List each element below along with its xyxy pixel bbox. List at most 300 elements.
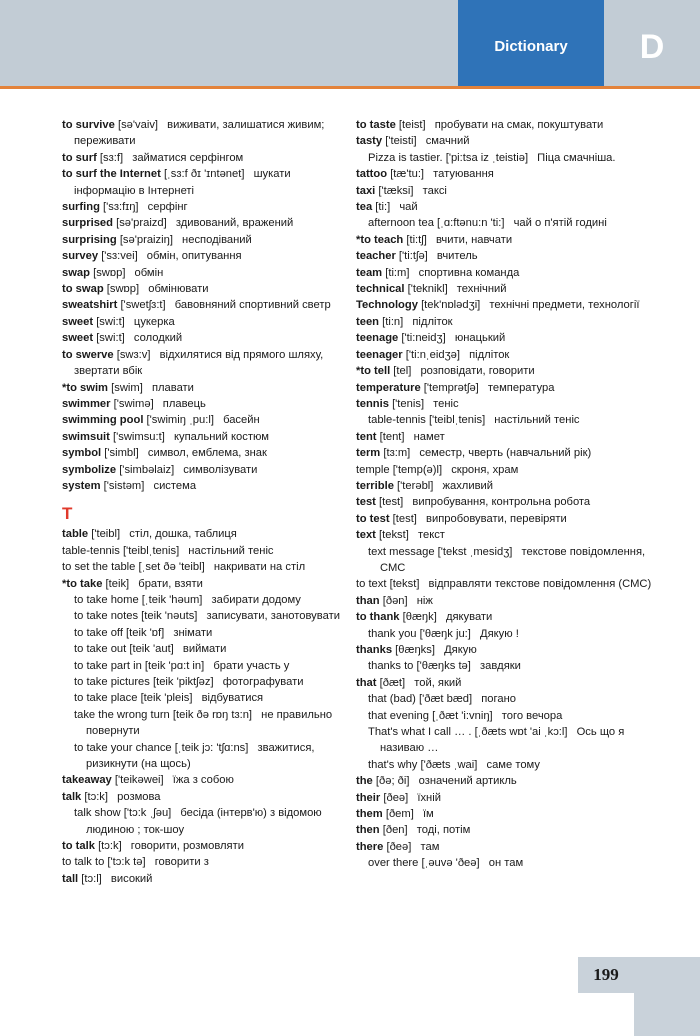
entry-translation: обмін, опитування	[146, 250, 242, 263]
entry-translation: плавати	[151, 381, 194, 394]
entry-transcription: ['teiblˌtenis]	[122, 544, 180, 557]
dictionary-entry	[356, 609, 656, 625]
entry-word: team	[356, 266, 383, 279]
entry-translation: високий	[110, 872, 153, 885]
entry-transcription: [teik 'pleis]	[140, 692, 193, 705]
dictionary-entry	[62, 412, 352, 428]
dictionary-entry	[62, 117, 352, 150]
entry-word: swimsuit	[62, 430, 110, 443]
entry-transcription: [teist]	[398, 119, 426, 131]
entry-transcription: [θæŋks]	[395, 644, 435, 656]
section-letter: D	[639, 27, 665, 66]
entry-translation: серфінг	[147, 201, 188, 214]
entry-translation: символізувати	[183, 463, 258, 476]
left-column	[62, 117, 352, 887]
dictionary-entry	[356, 412, 656, 428]
entry-transcription: [teik 'nəuts]	[141, 610, 198, 623]
entry-word: that's why	[368, 758, 418, 771]
dictionary-entry	[62, 772, 352, 788]
dictionary-entry	[356, 363, 656, 379]
entry-translation: відбуватися	[201, 692, 264, 705]
dictionary-entry	[62, 707, 352, 740]
entry-translation: розповідати, говорити	[420, 365, 535, 378]
entry-word: Pizza is tastier.	[368, 151, 443, 164]
entry-word: to survive	[62, 119, 115, 131]
entry-transcription: [tekst]	[389, 578, 420, 591]
entry-translation: шукати інформацію в Інтернеті	[74, 168, 291, 197]
dictionary-entry	[62, 396, 352, 412]
entry-word: to take pictures	[74, 676, 150, 688]
entry-word: tea	[356, 201, 373, 214]
entry-transcription: [ti:m]	[385, 266, 410, 279]
entry-word: to take place	[74, 692, 138, 705]
entry-transcription: [sə'vaiv]	[117, 119, 159, 131]
entry-transcription: ['tæksi]	[378, 184, 414, 197]
entry-word: to set the table	[62, 561, 136, 574]
entry-translation: підліток	[412, 315, 453, 328]
entry-translation: означений артикль	[418, 775, 517, 788]
entry-word: survey	[62, 250, 99, 263]
entry-translation: займатися серфінгом	[132, 151, 244, 164]
dictionary-entry	[62, 297, 352, 313]
entry-transcription: [sə'praizd]	[116, 217, 167, 230]
entry-transcription: ['teknikl]	[407, 283, 448, 296]
entry-word: swap	[62, 266, 90, 279]
entry-transcription: ['swimə]	[113, 397, 154, 410]
letter-heading: T	[62, 504, 73, 524]
entry-translation: виживати, залишатися живим; переживати	[74, 119, 325, 148]
entry-translation: бавовняний спортивний светр	[174, 299, 331, 312]
entry-transcription: [ˌɑ:ftənu:n 'ti:]	[437, 217, 505, 230]
dictionary-entry	[356, 708, 656, 724]
entry-translation: виймати	[182, 643, 227, 656]
dictionary-entry	[356, 248, 656, 264]
entry-transcription: [tek'nɒlədʒi]	[421, 299, 481, 312]
dictionary-entry	[62, 380, 352, 396]
entry-transcription: [tɔ:k]	[84, 790, 109, 803]
entry-word: temple	[356, 463, 390, 476]
entry-translation: таксі	[422, 184, 447, 197]
entry-transcription: [ti:tʃ]	[406, 233, 427, 246]
dictionary-entry	[356, 117, 656, 133]
entry-transcription: ['tenis]	[392, 397, 425, 410]
entry-word: tennis	[356, 397, 389, 410]
dictionary-entry	[62, 854, 352, 870]
entry-word: tasty	[356, 135, 383, 148]
entry-translation: теніс	[433, 397, 459, 410]
entry-translation: текстове повідомлення, СМС	[380, 545, 646, 574]
entry-transcription: [ðən]	[382, 594, 408, 607]
entry-translation: Ось що я називаю …	[380, 726, 625, 755]
entry-translation: випробування, контрольна робота	[412, 496, 591, 509]
entry-translation: вчитель	[436, 250, 478, 263]
entry-transcription: ['simbl]	[104, 447, 139, 460]
entry-transcription: [swɒp]	[106, 283, 140, 296]
dictionary-entry	[356, 215, 656, 231]
entry-transcription: ['tekst ˌmesidʒ]	[437, 545, 513, 558]
entry-transcription: [tekst]	[379, 529, 409, 542]
entry-translation: технічний	[456, 283, 507, 296]
entry-transcription: ['temprətʃə]	[423, 381, 479, 394]
entry-transcription: [ˌsɜ:f ðɪ 'ɪntənet]	[163, 168, 245, 181]
dictionary-entry	[356, 281, 656, 297]
entry-word: sweet	[62, 315, 94, 328]
entry-translation: знімати	[173, 626, 213, 639]
entry-word: the	[356, 775, 373, 788]
entry-transcription: [teik 'aut]	[129, 643, 174, 656]
entry-transcription: [θæŋk]	[402, 611, 437, 624]
entry-transcription: ['temp(ə)l]	[392, 463, 443, 476]
entry-word: test	[356, 496, 376, 509]
entry-word: That's what I call … .	[368, 726, 472, 739]
dictionary-entry	[356, 445, 656, 461]
entry-word: than	[356, 594, 380, 607]
entry-translation: їжа з собою	[172, 774, 234, 787]
entry-transcription: [swi:t]	[96, 315, 125, 328]
entry-transcription: [ðeə]	[383, 791, 409, 804]
entry-translation: брати, взяти	[138, 577, 203, 590]
entry-transcription: ['swetʃɜ:t]	[120, 299, 166, 312]
dictionary-entry	[356, 626, 656, 642]
entry-transcription: ['sɜ:fɪŋ]	[103, 201, 139, 214]
entry-translation: їм	[422, 808, 434, 821]
entry-word: *to take	[62, 577, 103, 590]
dictionary-entry	[356, 511, 656, 527]
entry-translation: вчити, навчати	[435, 233, 513, 246]
dictionary-entry	[62, 248, 352, 264]
entry-transcription: ['ðæt bæd]	[419, 693, 473, 706]
entry-transcription: ['teikəwei]	[114, 774, 164, 787]
entry-transcription: [ðæt]	[379, 676, 406, 689]
dictionary-entry	[62, 608, 352, 624]
dictionary-entry	[356, 232, 656, 248]
entry-transcription: [ðə; ði]	[375, 775, 410, 788]
entry-transcription: [ti:]	[375, 201, 391, 214]
entry-word: take the wrong turn	[74, 708, 170, 721]
dictionary-entry	[356, 166, 656, 182]
dictionary-entry	[356, 658, 656, 674]
entry-transcription: ['simbəlaiz]	[119, 463, 175, 476]
entry-word: to surf	[62, 151, 97, 164]
entry-transcription: ['pi:tsa iz ˌteistiə]	[445, 151, 529, 164]
entry-word: symbol	[62, 447, 102, 460]
entry-translation: намет	[413, 430, 445, 443]
entry-word: tent	[356, 430, 377, 443]
entry-translation: говорити, розмовляти	[130, 840, 244, 853]
entry-transcription: [test]	[392, 512, 417, 525]
entry-word: to surf the Internet	[62, 168, 161, 181]
entry-translation: жахливий	[442, 479, 494, 492]
entry-translation: пробувати на смак, покуштувати	[434, 119, 604, 131]
dictionary-entry	[62, 330, 352, 346]
entry-transcription: [swɒp]	[93, 266, 126, 279]
entry-translation: цукерка	[133, 315, 175, 328]
entry-translation: там	[420, 840, 440, 853]
entry-word: tall	[62, 872, 79, 885]
dictionary-entry	[356, 380, 656, 396]
page-corner-strip	[634, 957, 700, 1036]
dictionary-entry	[356, 642, 656, 658]
entry-translation: забирати додому	[211, 593, 301, 606]
entry-translation: смачний	[425, 135, 470, 148]
entry-translation: юнацький	[454, 332, 506, 345]
dictionary-entry	[62, 445, 352, 461]
entry-transcription: [ˌteik 'həum]	[141, 593, 203, 606]
entry-transcription: [ðem]	[385, 808, 414, 821]
entry-transcription: ['sistəm]	[103, 479, 145, 492]
entry-transcription: ['θæŋk ju:]	[419, 627, 471, 640]
entry-word: taxi	[356, 184, 376, 197]
entry-word: talk show	[74, 807, 121, 820]
entry-translation: технічні предмети, технології	[489, 299, 640, 312]
entry-translation: брати участь у	[213, 659, 290, 672]
dictionary-entry	[62, 690, 352, 706]
dictionary-entry	[62, 674, 352, 690]
dictionary-entry	[356, 691, 656, 707]
entry-transcription: ['ðæts ˌwai]	[420, 758, 478, 771]
entry-translation: настільний теніс	[188, 544, 274, 557]
dictionary-entry	[356, 133, 656, 149]
entry-transcription: [test]	[379, 496, 404, 509]
entry-word: afternoon tea	[368, 217, 434, 230]
entry-word: terrible	[356, 479, 394, 492]
entry-word: term	[356, 447, 381, 460]
entry-translation: їхній	[417, 791, 441, 804]
entry-transcription: ['sɜ:vei]	[101, 250, 138, 263]
entry-word: table-tennis	[368, 414, 426, 427]
entry-transcription: [tel]	[393, 365, 412, 378]
entry-translation: бесіда (інтерв'ю) з відомою людиною ; ток-шоу	[86, 807, 322, 836]
dictionary-entry	[356, 183, 656, 199]
entry-translation: татуювання	[433, 168, 494, 181]
dictionary-entry	[62, 871, 352, 887]
entry-translation: дякувати	[445, 611, 493, 624]
entry-word: *to tell	[356, 365, 391, 378]
entry-translation: купальний костюм	[173, 430, 269, 443]
entry-word: *to teach	[356, 233, 404, 246]
entry-transcription: [tɜ:m]	[383, 447, 411, 460]
entry-word: to text	[356, 578, 387, 591]
dictionary-entry	[356, 806, 656, 822]
entry-word: to take home	[74, 593, 139, 606]
dictionary-entry	[356, 544, 656, 577]
entry-word: teenage	[356, 332, 399, 345]
dictionary-entry	[62, 838, 352, 854]
dictionary-entry	[356, 265, 656, 281]
entry-word: talk	[62, 790, 82, 803]
entry-translation: символ, емблема, знак	[147, 447, 267, 460]
entry-translation: здивований, вражений	[175, 217, 294, 230]
dictionary-entry	[356, 478, 656, 494]
entry-translation: скроня, храм	[451, 463, 519, 476]
dictionary-entry	[62, 232, 352, 248]
section-title: Dictionary	[458, 0, 604, 86]
entry-word: to take notes	[74, 610, 139, 623]
entry-translation: он там	[488, 857, 524, 870]
entry-word: their	[356, 791, 381, 804]
entry-translation: зважитися, ризикнути (на щось)	[86, 741, 315, 771]
entry-word: then	[356, 824, 380, 837]
entry-word: to take part in	[74, 659, 142, 672]
entry-transcription: ['ti:tʃə]	[398, 250, 428, 263]
entry-translation: стіл, дошка, таблиця	[129, 528, 237, 541]
entry-word: that	[356, 676, 377, 689]
entry-word: teacher	[356, 250, 396, 263]
dictionary-entry	[356, 462, 656, 478]
dictionary-entry	[62, 429, 352, 445]
header-divider	[0, 86, 700, 89]
entry-translation: чай о п'ятій годині	[513, 217, 607, 230]
entry-translation: того вечора	[501, 709, 563, 722]
entry-word: *to swim	[62, 381, 109, 394]
entry-transcription: [swɜ:v]	[116, 348, 151, 361]
entry-translation: температура	[487, 381, 555, 394]
dictionary-entry	[62, 265, 352, 281]
entry-transcription: ['ti:neidʒ]	[401, 332, 446, 345]
entry-word: to thank	[356, 611, 400, 624]
dictionary-entry	[356, 576, 656, 592]
entry-word: to swap	[62, 283, 104, 296]
entry-translation: фотографувати	[222, 676, 304, 688]
entry-translation: той, який	[414, 676, 462, 689]
entry-translation: розмова	[117, 790, 161, 803]
entry-word: to taste	[356, 119, 396, 131]
dictionary-entry	[356, 790, 656, 806]
dictionary-entry	[356, 429, 656, 445]
entry-word: system	[62, 479, 101, 492]
dictionary-entry	[62, 641, 352, 657]
entry-transcription: [ðeə]	[386, 840, 412, 853]
entry-translation: Дякую	[444, 644, 477, 656]
entry-translation: не правильно повернути	[86, 708, 333, 738]
entry-translation: записувати, занотовувати	[206, 610, 340, 623]
entry-transcription: [teik ðə rɒŋ tɜ:n]	[172, 708, 253, 721]
entry-translation: ніж	[416, 594, 433, 607]
entry-transcription: ['terəbl]	[397, 479, 434, 492]
entry-word: to talk to	[62, 856, 105, 869]
entry-transcription: [ˌðæt 'i:vniŋ]	[432, 709, 493, 722]
entry-word: takeaway	[62, 774, 112, 787]
entry-word: thanks to	[368, 660, 414, 673]
entry-word: swimmer	[62, 397, 111, 410]
entry-translation: семестр, чверть (навчальний рік)	[419, 447, 592, 460]
dictionary-entry	[356, 855, 656, 871]
entry-translation: обмін	[134, 266, 164, 279]
dictionary-entry	[356, 494, 656, 510]
dictionary-entry	[356, 757, 656, 773]
dictionary-entry	[62, 347, 352, 380]
dictionary-entry	[356, 330, 656, 346]
entry-transcription: [teik 'piktʃəz]	[152, 676, 214, 688]
entry-translation: саме тому	[486, 758, 540, 771]
dictionary-entry	[356, 347, 656, 363]
dictionary-entry	[62, 478, 352, 494]
entry-transcription: [ti:n]	[382, 315, 404, 328]
entry-word: to talk	[62, 840, 95, 853]
entry-transcription: [tent]	[379, 430, 405, 443]
right-column	[356, 117, 656, 872]
entry-translation: тоді, потім	[416, 824, 471, 837]
entry-word: sweet	[62, 332, 94, 345]
entry-transcription: [tɔ:k]	[98, 840, 122, 853]
dictionary-entry	[62, 658, 352, 674]
entry-word: to swerve	[62, 348, 114, 361]
entry-word: them	[356, 808, 383, 821]
entry-transcription: [sə'praiziŋ]	[119, 233, 173, 246]
dictionary-entry	[356, 822, 656, 838]
dictionary-entry	[356, 527, 656, 543]
dictionary-entry	[356, 593, 656, 609]
dictionary-entry	[62, 314, 352, 330]
entry-translation: погано	[481, 693, 516, 706]
dictionary-entry	[62, 281, 352, 297]
entry-transcription: ['tɔ:k ˌʃəu]	[123, 807, 172, 820]
entry-transcription: ['swimiŋ ˌpu:l]	[146, 414, 214, 427]
entry-word: to test	[356, 512, 390, 525]
dictionary-entry	[356, 199, 656, 215]
entry-translation: система	[153, 479, 197, 492]
entry-word: thanks	[356, 644, 393, 656]
dictionary-entry	[356, 839, 656, 855]
entry-word: that (bad)	[368, 693, 416, 706]
entry-word: surprising	[62, 233, 117, 246]
dictionary-entry	[62, 559, 352, 575]
entry-translation: чай	[399, 201, 418, 214]
entry-word: table	[62, 528, 89, 541]
entry-word: text message	[368, 545, 435, 558]
dictionary-entry	[62, 526, 352, 542]
entry-word: swimming pool	[62, 414, 144, 427]
dictionary-entry	[62, 166, 352, 199]
entry-translation: спортивна команда	[418, 266, 520, 279]
entry-transcription: [ˌəuvə 'ðeə]	[421, 857, 480, 870]
entry-word: over there	[368, 857, 419, 870]
entry-translation: несподіваний	[182, 233, 252, 246]
entry-transcription: ['θæŋks tə]	[416, 660, 471, 673]
dictionary-entry	[62, 805, 352, 838]
entry-word: Technology	[356, 299, 418, 312]
entry-transcription: [teik 'pɑ:t in]	[144, 659, 205, 672]
entry-translation: випробовувати, перевіряти	[426, 512, 567, 525]
entry-word: tattoo	[356, 168, 388, 181]
entry-word: thank you	[368, 627, 417, 640]
dictionary-entry	[62, 215, 352, 231]
entry-translation: басейн	[223, 414, 260, 427]
entry-word: symbolize	[62, 463, 117, 476]
entry-translation: плавець	[162, 397, 206, 410]
entry-translation: підліток	[469, 348, 510, 361]
entry-transcription: [swim]	[111, 381, 143, 394]
entry-translation: Піца смачніша.	[537, 151, 616, 164]
dictionary-entry	[62, 576, 352, 592]
entry-word: teen	[356, 315, 380, 328]
entry-transcription: ['teisti]	[385, 135, 417, 148]
page-number: 199	[578, 957, 634, 993]
entry-translation: говорити з	[154, 856, 209, 869]
entry-word: text	[356, 529, 376, 542]
dictionary-entry	[62, 789, 352, 805]
dictionary-entry	[62, 199, 352, 215]
entry-transcription: [sɜ:f]	[99, 151, 124, 164]
entry-transcription: ['teiblˌtenis]	[428, 414, 486, 427]
entry-word: technical	[356, 283, 405, 296]
entry-word: temperature	[356, 381, 421, 394]
dictionary-entry	[62, 462, 352, 478]
entry-word: to take out	[74, 643, 127, 656]
entry-transcription: [teik 'ɒf]	[126, 626, 165, 639]
entry-word: there	[356, 840, 384, 853]
entry-transcription: [ˌðæts wɒt 'ai ˌkɔ:l]	[474, 726, 568, 739]
